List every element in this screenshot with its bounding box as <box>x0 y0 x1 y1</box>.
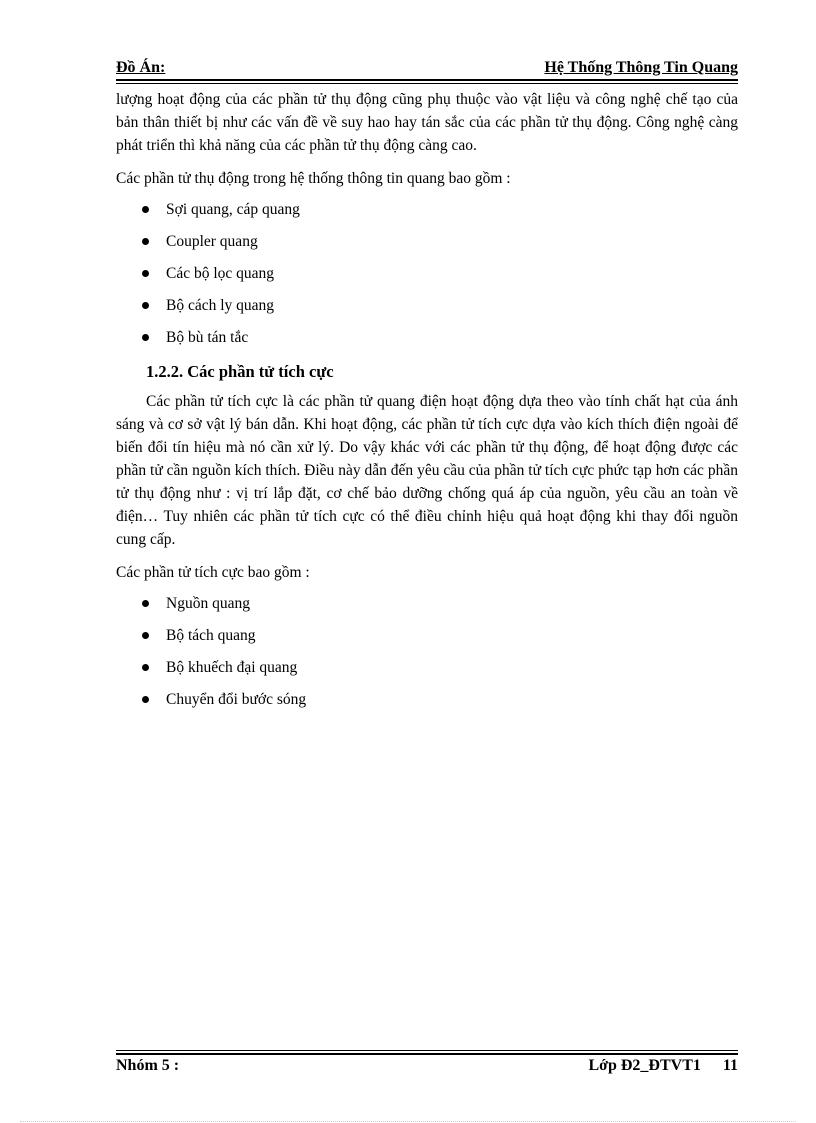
header-document-title: Hệ Thống Thông Tin Quang <box>544 59 738 76</box>
list-item: Sợi quang, cáp quang <box>116 196 738 228</box>
footer-group: Nhóm 5 : <box>116 1057 180 1074</box>
paragraph-passive-intro: lượng hoạt động của các phần tử thụ động cũng phụ thuộc vào vật liệu và công nghệ chế tạo của bản thân thiết bị như các vấn đề về suy hao hay tán sắc của các phần tử thụ động. Công nghệ càng phát triển thì khả năng của các phần tử thụ động càng cao. <box>116 91 738 154</box>
list-item: Nguồn quang <box>116 590 738 622</box>
bullet-icon <box>142 696 149 703</box>
footer-rule <box>116 1053 738 1055</box>
page-body <box>116 88 738 718</box>
active-components-list <box>116 590 738 718</box>
bullet-icon <box>142 238 149 245</box>
header-rule-thin <box>116 83 738 84</box>
paragraph-active-intro: Các phần tử tích cực là các phần tử quang điện hoạt động dựa theo vào tính chất hạt của ánh sáng và cơ sở vật lý bán dẫn. Khi hoạt động, các phần tử tích cực dựa vào kích thích điện ngoài để biến đổi tín hiệu mà nó cần xử lý. Do vậy khác với các phần tử thụ động, để hoạt động được các phần tử cần nguồn kích thích. Điều này dẫn đến yêu cầu của phần tử tích cực phức tạp hơn các phần tử thụ động như : vị trí lắp đặt, cơ chế bảo dưỡng chống quá áp của nguồn, yêu cầu an toàn về điện… Tuy nhiên các phần tử tích cực có thể điều chỉnh hiệu quả hoạt động khi thay đổi nguồn cung cấp. <box>116 393 738 548</box>
list-item: Bộ bù tán tắc <box>116 324 738 356</box>
bullet-icon <box>142 302 149 309</box>
footer-class: Lớp Đ2_ĐTVT1 <box>588 1057 701 1074</box>
section-heading: 1.2.2. Các phần tử tích cực <box>146 362 334 381</box>
bullet-icon <box>142 206 149 213</box>
paragraph-active-list-intro: Các phần tử tích cực bao gồm : <box>116 564 310 581</box>
footer-rule-thin <box>116 1050 738 1051</box>
list-item: Bộ cách ly quang <box>116 292 738 324</box>
list-item: Chuyển đổi bước sóng <box>116 686 738 718</box>
list-item: Các bộ lọc quang <box>116 260 738 292</box>
list-item: Coupler quang <box>116 228 738 260</box>
bullet-icon <box>142 664 149 671</box>
header-document-type: Đồ Án: <box>116 59 166 76</box>
page-number: 11 <box>722 1057 738 1074</box>
bullet-icon <box>142 632 149 639</box>
page-footer <box>116 1056 738 1076</box>
bullet-icon <box>142 600 149 607</box>
header-rule <box>116 79 738 81</box>
page-edge-divider <box>20 1121 796 1122</box>
paragraph-passive-list-intro: Các phần tử thụ động trong hệ thống thông tin quang bao gồm : <box>116 170 511 187</box>
passive-components-list <box>116 196 738 356</box>
bullet-icon <box>142 270 149 277</box>
bullet-icon <box>142 334 149 341</box>
list-item: Bộ khuếch đại quang <box>116 654 738 686</box>
footer-class-and-page <box>588 1056 738 1076</box>
page-header <box>116 58 738 78</box>
list-item: Bộ tách quang <box>116 622 738 654</box>
